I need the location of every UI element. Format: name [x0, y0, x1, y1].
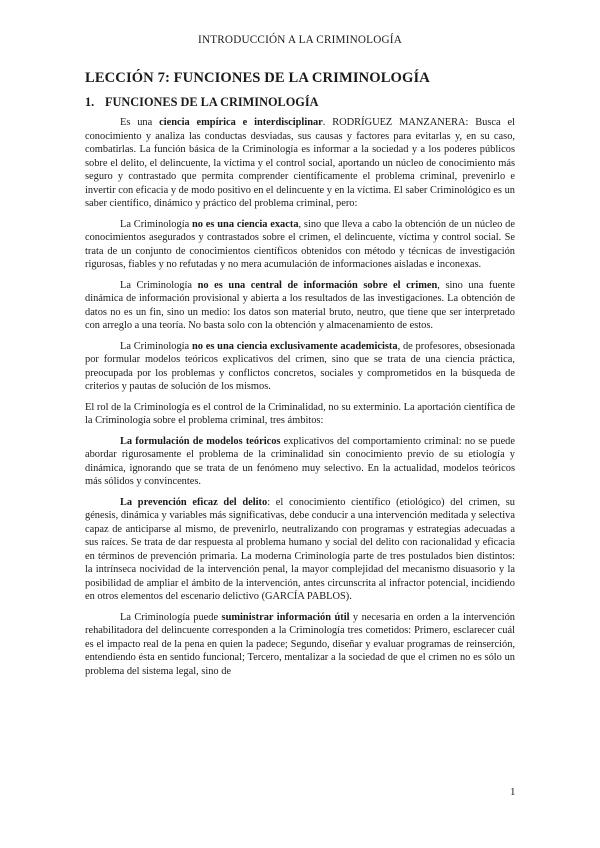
- paragraph-text: , sino una fuente dinámica de información provisional y abierta a los resultados de las investigaciones. La obtención de datos no es un fin, sino un medio: los datos son material bruto, neutro, que tiene que ser interpretado con arreglo a una teoría. No basta solo con la obtención y almacenamiento de estos.: [85, 279, 515, 331]
- paragraph-emphasis: no es una ciencia exacta: [192, 218, 299, 230]
- paragraph-emphasis: no es una ciencia exclusivamente academicista: [191, 340, 398, 352]
- paragraph-5: [85, 401, 515, 428]
- section-heading: [85, 95, 515, 110]
- paragraph-text: El rol de la Criminología es el control de la Criminalidad, no su exterminio. La aportación científica de la Criminología sobre el problema criminal, tres ámbitos:: [85, 401, 515, 426]
- paragraph-emphasis: suministrar información útil: [221, 611, 350, 623]
- paragraph-text: La Criminología: [120, 340, 192, 352]
- paragraph-text: La Criminología puede: [120, 611, 222, 623]
- paragraph-text: . RODRÍGUEZ MANZANERA: Busca el conocimiento y analiza las conductas desviadas, sus causas y factores para evitarlas y, en su caso, combatirlas. La función básica de la Criminología es informar a la sociedad y a los poderes públicos sobre el delito, el delincuente, la víctima y el control social, aportando un núcleo de conocimiento más seguro y contrastado que permita comprender científicamente el problema criminal, prevenirlo e invertir con eficacia y de modo positivo en el delincuente y en la víctima. El saber Criminológico es un saber científico, dinámico y práctico del problema criminal, pero:: [85, 117, 515, 209]
- paragraph-text: La Criminología: [120, 279, 198, 291]
- paragraph-emphasis: ciencia empírica e interdisciplinar: [159, 117, 323, 128]
- paragraph-7: [85, 496, 515, 604]
- paragraph-text: Es una: [120, 117, 160, 128]
- lesson-title: LECCIÓN 7: FUNCIONES DE LA CRIMINOLOGÍA: [85, 70, 430, 86]
- paragraph-4: [85, 340, 515, 394]
- paragraph-text: , de profesores, obsesionada por formular modelos teóricos explicativos del crimen, sino que se trata de una ciencia práctica, preocupada por los problemas y conflictos concretos, sociales y comprometidos en la búsqueda de criterios y pautas de solución de los mismos.: [85, 340, 516, 392]
- page-header: INTRODUCCIÓN A LA CRIMINOLOGÍA: [198, 34, 402, 46]
- page-content: [85, 70, 515, 685]
- paragraph-3: [85, 279, 515, 333]
- paragraph-1: [85, 116, 515, 211]
- paragraph-emphasis: no es una central de información sobre el crimen: [197, 279, 438, 291]
- paragraph-text: y necesaria en orden a la intervención rehabilitadora del delincuente corresponden a la Criminología tres cometidos: Primero, esclarecer cuál es el impacto real de la pena en quien la padece; Segundo, diseñar y evaluar programas de reinserción, entendiendo ésta en sentido funcional; Tercero, mentalizar a la sociedad de que el crimen no es sólo un problema del sistema legal, sino de: [85, 611, 515, 677]
- section-title: FUNCIONES DE LA CRIMINOLOGÍA: [105, 95, 319, 109]
- paragraph-emphasis: La prevención eficaz del delito: [120, 496, 268, 508]
- page-number: 1: [510, 786, 516, 798]
- paragraph-2: [85, 218, 515, 272]
- paragraph-text: , sino que lleva a cabo la obtención de un núcleo de conocimientos asegurados y contrastados sobre el crimen, el delincuente, víctima y control social. Se trata de un conjunto de conocimientos científicos obtenidos con método y técnicas de investigación rigurosas, fiables y no refutadas y no mera acumulación de informaciones aisladas e inconexas.: [85, 218, 515, 270]
- paragraph-text: : el conocimiento científico (etiológico) del crimen, su génesis, dinámica y variables más significativas, debe conducir a una intervención meditada y selectiva capaz de anticiparse al mismo, de prevenirlo, neutralizando con programas y estrategias adecuadas a sus raíces. Se trata de dar respuesta al problema humano y social del delito con racionalidad y eficacia en términos de prevención primaria. La moderna Criminología parte de tres postulados bien distintos: la intrínseca nocividad de la intervención penal, la mayor complejidad del mecanismo disuasorio y la posibilidad de ampliar el ámbito de la intervención, antes circunscrita al infractor potencial, incidiendo en otros elementos del escenario delictivo (GARCÍA PABLOS).: [85, 496, 515, 602]
- paragraph-text: La Criminología: [120, 218, 193, 230]
- paragraph-8: [85, 611, 515, 679]
- paragraph-text: explicativos del comportamiento criminal: no se puede abordar rigurosamente el problema de la criminalidad sin conocimiento previo de su etiología y dinámica, ignorando que se trata de un fenómeno muy selectivo. En la actualidad, modelos teóricos más sólidos y convincentes.: [85, 435, 515, 487]
- section-number: 1.: [85, 95, 95, 109]
- paragraph-6: [85, 435, 515, 489]
- paragraph-emphasis: La formulación de modelos teóricos: [120, 435, 281, 447]
